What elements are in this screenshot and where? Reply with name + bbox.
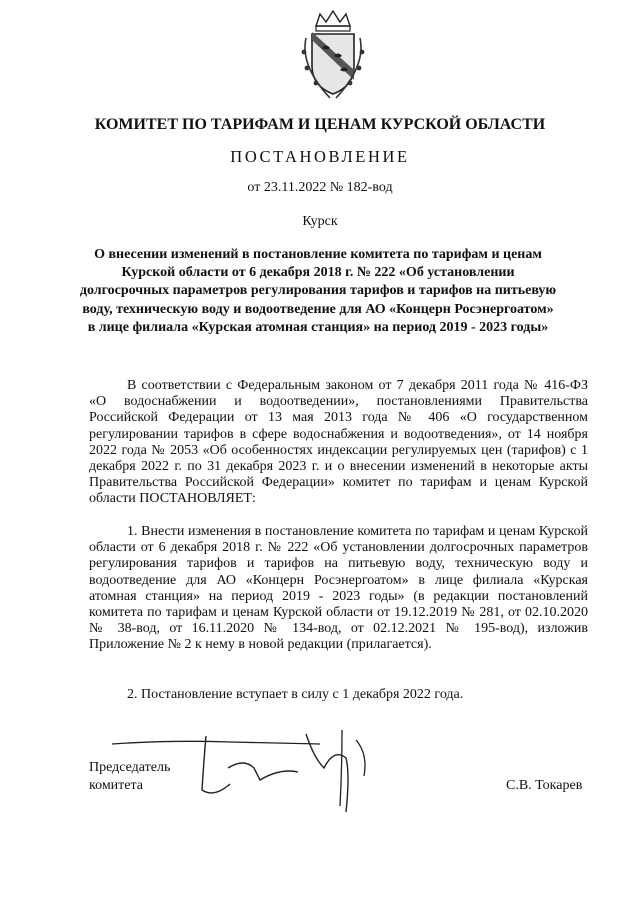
document-city: Курск (302, 214, 338, 229)
item-2-paragraph: 2. Постановление вступает в силу с 1 декабря 2022 года. (127, 687, 464, 702)
signatory-role-line2: комитета (89, 778, 144, 793)
document-date-number: от 23.11.2022 № 182-вод (247, 180, 393, 195)
signatory-role-line1: Председатель (89, 760, 171, 775)
signatory-name: С.В. Токарев (506, 778, 583, 793)
preamble-paragraph: В соответствии с Федеральным законом от 7 декабря 2011 года № 416-ФЗ «О водоснабжении и водоотведении», постановлениями Правительства Российской Федерации от 13 мая 2013 года № 406 «О государственном регулировании тарифов в сфере водоснабжения и водоотведения», от 14 ноября 2022 года № 2053 «Об особенностях индексации регулируемых цен (тарифов) с 1 декабря 2022 г. по 31 декабря 2023 г. и о внесении изменений в некоторые акты Правительства Российской Федерации» комитет по тарифам и ценам Курской области ПОСТАНОВЛЯЕТ: (89, 378, 588, 507)
committee-name: КОМИТЕТ ПО ТАРИФАМ И ЦЕНАМ КУРСКОЙ ОБЛАСТИ (94, 116, 546, 133)
item-1-paragraph: 1. Внести изменения в постановление комитета по тарифам и ценам Курской области от 6 декабря 2018 г. № 222 «Об установлении долгосрочных параметров регулирования тарифов и тарифов на питьевую воду, техническую воду и водоотведение для АО «Концерн Росэнергоатом» в лице филиала «Курская атомная станция» на период 2019 - 2023 годы» (в редакции постановлений комитета по тарифам и ценам Курской области от 19.12.2019 № 281, от 02.10.2020 № 38-вод, от 16.11.2020 № 134-вод, от 02.12.2021 № 195-вод), изложив Приложение № 2 к нему в новой редакции (прилагается). (89, 524, 588, 653)
document-title: О внесении изменений в постановление комитета по тарифам и ценам Курской области от 6 декабря 2018 г. № 222 «Об установлении долгосрочных параметров регулирования тарифов и тарифов на питьевую воду, техническую воду и водоотведение для АО «Концерн Росэнергоатом» в лице филиала «Курская атомная станция» на период 2019 - 2023 годы» (79, 247, 557, 335)
document-type: ПОСТАНОВЛЕНИЕ (230, 147, 410, 166)
kursk-coat-of-arms-icon (294, 8, 372, 100)
signatory-role (89, 759, 170, 795)
